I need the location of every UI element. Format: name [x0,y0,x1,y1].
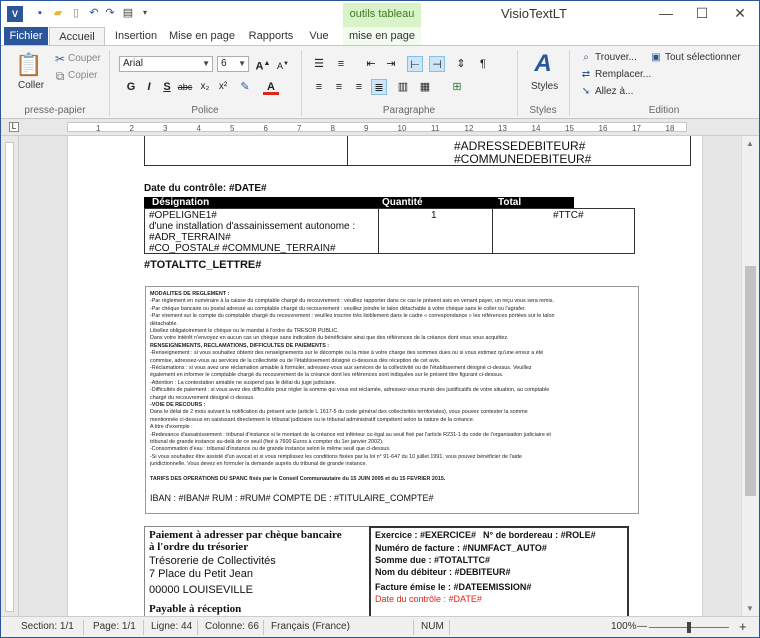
ruler-track[interactable] [67,122,687,132]
invoice-number: Numéro de facture : #NUMFACT_AUTO# [375,543,547,553]
open-icon[interactable]: ▰ [53,7,63,19]
terms-line: Dans le délai de 2 mois suivant la notification du présent acte (article L 1617-5 du code général des collectivités territoriales), vous pouvez contester la somme [150,409,528,416]
terms-line: -Redevance d'assainissement : tribunal d'instance si le montant de la créance est inférieur ou égal au seuil fixé par l'article R231-1 du code de l'organisation judiciaire et [150,431,551,438]
copy-button[interactable]: Copier [68,70,98,81]
paste-icon[interactable]: 📋 [15,52,43,77]
customize-quick-access-icon[interactable]: ▾ [142,8,147,17]
bold-icon[interactable]: G [126,81,136,93]
decrease-indent-icon[interactable]: ⇤ [366,58,376,70]
terms-line: commise, adressez-vous au services de la collectivité ou de l'établissement désigné ci-dessous dès réception de cet avis. [150,357,441,364]
tab-insertion[interactable]: Insertion [114,30,158,42]
status-num-lock: NUM [421,621,444,632]
tab-accueil[interactable]: Accueil [49,27,105,46]
align-center-icon[interactable]: ≡ [335,81,343,93]
terms-line: -VOIE DE RECOURS : [150,402,206,408]
font-name-select[interactable] [119,56,213,72]
tab-rapports[interactable]: Rapports [248,30,294,42]
ruler-number: 10 [397,124,407,133]
app-logo-icon: V [7,6,23,22]
treasury-line: 7 Place du Petit Jean [149,568,253,580]
status-language[interactable]: Français (France) [271,621,350,632]
bullets-icon[interactable]: ☰ [314,58,324,70]
numbering-icon[interactable]: ≡ [337,58,345,70]
terms-line: -Difficultés de paiement : si vous avez des difficultés pour régler la somme qui vous est réclamée, adressez-vous munis des justificatifs de votre situation, au comptable [150,387,550,394]
invoice-issue-date: Facture émise le : #DATEEMISSION# [375,582,532,592]
increase-indent-icon[interactable]: ⇥ [386,58,396,70]
font-color-icon[interactable]: A [263,79,279,95]
subscript-icon[interactable]: x₂ [200,81,210,92]
terms-line: -Consommation d'eau : tribunal d'instance ou de grande instance selon le même seuil que ci-dessus. [150,446,391,453]
terms-line: -Si vous souhaitez être assisté d'un avocat et si vous remplissez les conditions fixées par la loi n° 91-647 du 10 juillet 1991, vous pouvez bénéficier de l'aide [150,453,522,460]
terms-line: MODALITES DE REGLEMENT : [150,291,230,297]
ruler-number: 14 [531,124,541,133]
terms-line: juridictionnelle. Vous devez en formuler la demande auprès du tribunal de grande instance. [150,461,367,468]
terms-line: mentionnée ci-dessus en saisissant directement le tribunal judiciaire ou le tribunal administratif compétent selon la nature de la créance. [150,416,475,423]
ruler-number: 9 [364,124,369,133]
status-divider [263,620,264,635]
status-divider [413,620,414,635]
cut-icon[interactable]: ✂ [54,52,66,66]
ruler-number: 16 [598,124,608,133]
debtor-address: #ADRESSEDEBITEUR# [454,139,586,153]
undo-icon[interactable]: ↶ [89,7,99,19]
status-divider [197,620,198,635]
font-size-select[interactable] [217,56,249,72]
terms-line: -Attention : La contestation amiable ne suspend pas le délai du juge judiciaire. [150,379,337,386]
scroll-up-icon[interactable]: ▲ [746,139,754,148]
terms-line: tribunal de grande instance au-delà de ce seuil (fixé à 7600 Euros à compter du 1er janvier 2002). [150,439,384,445]
find-button[interactable]: Trouver... [595,52,637,63]
print-icon[interactable]: ▤ [122,7,134,19]
superscript-icon[interactable]: x² [218,81,228,92]
designation-line: #CO_POSTAL# #COMMUNE_TERRAIN# [149,243,336,254]
header-total: Total [498,197,522,208]
designation-line: #OPELIGNE1# [149,210,217,221]
ruler-number: 15 [565,124,574,133]
italic-icon[interactable]: I [147,81,151,93]
line-spacing-icon[interactable]: ⇕ [456,58,466,70]
ruler-number: 12 [464,124,474,133]
terms-line: RENSEIGNEMENTS, RECLAMATIONS, DIFFICULTES DE PAIEMENTS : [150,342,330,349]
align-top-center-icon[interactable]: ⊣ [429,56,445,72]
font-name-value: Arial [123,58,144,69]
chevron-down-icon: ▼ [238,59,246,68]
terms-line: -Par virement sur le compte du comptable chargé du recouvrement : veuillez inscrire très lisiblement dans le cadre « correspondance » les références portées sur le talon [150,313,555,320]
chevron-down-icon: ▼ [202,59,210,68]
strikethrough-icon[interactable]: abc [177,82,193,92]
title-bar [1,1,759,27]
copy-icon[interactable]: ⧉ [55,69,65,83]
paragraph-group-label: Paragraphe [382,105,436,116]
total-in-letters: #TOTALTTC_LETTRE# [144,259,262,271]
status-section: Section: 1/1 [21,621,74,632]
ruler-number: 7 [297,124,302,133]
invoice-box [369,526,629,616]
context-tab-table-tools: outils tableau [343,3,421,27]
select-all-button[interactable]: Tout sélectionner [665,52,741,63]
address-left-cell [144,136,348,166]
payment-title: Paiement à adresser par chèque bancaire [149,529,342,541]
terms-line: A titre d'exemple : [150,424,193,431]
terms-line: -Réclamations : si vous avez une réclamation amiable à formuler, adressez-vous aux services de la collectivité ou de l'établissement désigné ci-dessus. Veuillez [150,365,532,371]
invoice-control-date: Date du contrôle : #DATE# [375,594,482,604]
font-size-value: 6 [221,58,227,69]
tab-stop-selector[interactable]: L [9,122,19,132]
align-top-left-icon[interactable]: ⊢ [407,56,423,72]
select-all-icon[interactable]: ▣ [651,52,661,63]
tab-vue[interactable]: Vue [309,30,329,42]
terms-line: Dans votre intérêt n'envoyez en aucun cas un chèque sans indication du bénéficiaire ainsi que des références de la créance dont vous vous acquittez. [150,335,509,342]
ruler-number: 3 [163,124,168,133]
scroll-down-icon[interactable]: ▼ [746,604,754,613]
new-icon[interactable]: ▯ [72,7,80,19]
status-divider [83,620,84,635]
terms-line: détachable. [150,320,178,327]
find-icon[interactable]: ⌕ [583,52,589,63]
ruler-number: 13 [498,124,507,133]
goto-icon[interactable]: ➘ [581,86,591,97]
terms-line: chargé du recouvrement désigné ci-dessus. [150,394,255,401]
invoice-debtor: Nom du débiteur : #DEBITEUR# [375,567,511,577]
replace-button[interactable]: Remplacer... [595,69,652,80]
shrink-font-icon[interactable]: A▼ [277,61,289,71]
terms-line: -Par chèque bancaire ou postal adressé au comptable chargé du recouvrement : veuillez joindre le talon détachable à votre chèque sans le coller ou l'agrafer. [150,305,526,312]
replace-icon[interactable]: ⇄ [581,69,591,80]
maximize-button[interactable]: ☐ [695,5,709,21]
cut-button[interactable]: Couper [68,53,101,64]
align-left-icon[interactable]: ≡ [315,81,323,93]
underline-icon[interactable]: S [163,81,171,93]
styles-icon[interactable]: A [534,50,552,77]
shading-icon[interactable]: ▥ [397,81,409,93]
terms-line: TARIFS DES OPERATIONS DU SPANC fixés par le Conseil Communautaire du 15 JUIN 2005 et du 15 FEVRIER 2015. [150,476,446,482]
zoom-out-button[interactable]: — [637,621,647,632]
header-designation: Désignation [152,197,210,208]
document-area [1,136,759,616]
header-quantity: Quantité [382,197,423,208]
terms-line: -Par règlement en numéraire à la caisse du comptable chargé du recouvrement : veuillez rapporter dans ce cas le présent avis en venant payer, un reçu vous sera remis. [150,298,554,305]
payment-terms-box [145,286,639,514]
styles-button[interactable]: Styles [531,81,559,92]
iban-line: IBAN : #IBAN# RUM : #RUM# COMPTE DE : #TITULAIRE_COMPTE# [150,493,434,503]
treasury-line: 00000 LOUISEVILLE [149,584,253,596]
ruler-number: 4 [196,124,201,133]
redo-icon[interactable]: ↷ [105,7,115,19]
payable-on-receipt: Payable à réception [149,603,242,615]
paragraph-marks-icon[interactable]: ¶ [480,58,486,70]
invoice-amount-due: Somme due : #TOTALTTC# [375,555,491,565]
align-right-icon[interactable]: ≡ [355,81,363,93]
treasury-line: Trésorerie de Collectivités [149,555,276,567]
highlight-icon[interactable]: ✎ [240,81,250,93]
ruler-number: 6 [263,124,268,133]
vertical-ruler-track [5,142,14,612]
invoice-bordereau: N° de bordereau : #ROLE# [483,530,596,540]
ruler-number: 2 [129,124,134,133]
status-divider [143,620,144,635]
goto-button[interactable]: Allez à... [595,86,634,97]
ruler-number: 1 [96,124,101,133]
clipboard-group-label: presse-papier [24,105,86,116]
styles-group-label: Styles [529,105,557,116]
designation-cell [144,208,379,254]
save-icon[interactable]: ▪ [38,7,42,19]
status-bar [1,616,759,638]
payment-title: à l'ordre du trésorier [149,541,249,553]
ribbon-tabs [1,27,759,45]
status-line: Ligne: 44 [151,621,193,632]
zoom-level[interactable]: 100% [611,621,637,632]
terms-line: Libellez obligatoirement le chèque ou le mandat à l'ordre du TRESOR PUBLIC. [150,328,339,334]
zoom-in-button[interactable]: + [739,619,747,634]
font-group-label: Police [191,105,219,116]
tab-mise-en-page[interactable]: Mise en page [168,30,236,42]
designation-line: d'une installation d'assainissement autonome : [149,221,356,232]
close-button[interactable]: ✕ [734,5,746,21]
vertical-ruler[interactable] [1,136,19,616]
terms-line: -Renseignement : si vous souhaitez obtenir des renseignements sur le décompte ou la mise à votre charge des sommes dues ou si vous estimez qu'une erreur a été [150,350,544,357]
document-page[interactable] [67,136,703,616]
ribbon [1,45,759,119]
status-page: Page: 1/1 [93,621,136,632]
scroll-thumb[interactable] [745,266,756,496]
ruler-number: 18 [665,124,675,133]
edition-group-label: Edition [648,105,680,116]
address-right-cell [347,136,691,166]
quantity-cell [378,208,493,254]
ruler-number: 8 [330,124,335,133]
status-column: Colonne: 66 [205,621,259,632]
window-title: VisioTextLT [501,6,567,21]
total-value: #TTC# [553,210,584,221]
paste-button[interactable]: Coller [18,80,45,91]
terms-line: également en informer le comptable chargé du recouvrement de la créance dont les références sont indiquées sur le présent titre figurant ci-dessus. [150,372,504,379]
grow-font-icon[interactable]: A▲ [255,60,271,73]
ruler-number: 17 [632,124,641,133]
zoom-slider-thumb[interactable] [687,622,691,633]
ruler-number: 11 [431,124,440,133]
quantity-value: 1 [431,210,437,221]
table-options-icon[interactable]: ⊞ [452,81,462,93]
horizontal-ruler[interactable] [1,119,759,136]
minimize-button[interactable]: — [659,5,673,21]
ruler-number: 5 [230,124,235,133]
borders-icon[interactable]: ▦ [419,81,431,93]
debtor-commune: #COMMUNEDEBITEUR# [454,152,592,166]
tab-table-mise-en-page[interactable]: mise en page [343,27,421,45]
justify-icon[interactable]: ≣ [371,79,387,95]
designation-line: #ADR_TERRAIN# [149,232,231,243]
total-cell [492,208,635,254]
invoice-exercise: Exercice : #EXERCICE# [375,530,477,540]
tab-fichier[interactable]: Fichier [4,27,48,45]
payment-box [144,526,370,616]
vertical-scrollbar[interactable] [741,136,759,616]
control-date-line: Date du contrôle: #DATE# [144,183,267,194]
status-divider [449,620,450,635]
